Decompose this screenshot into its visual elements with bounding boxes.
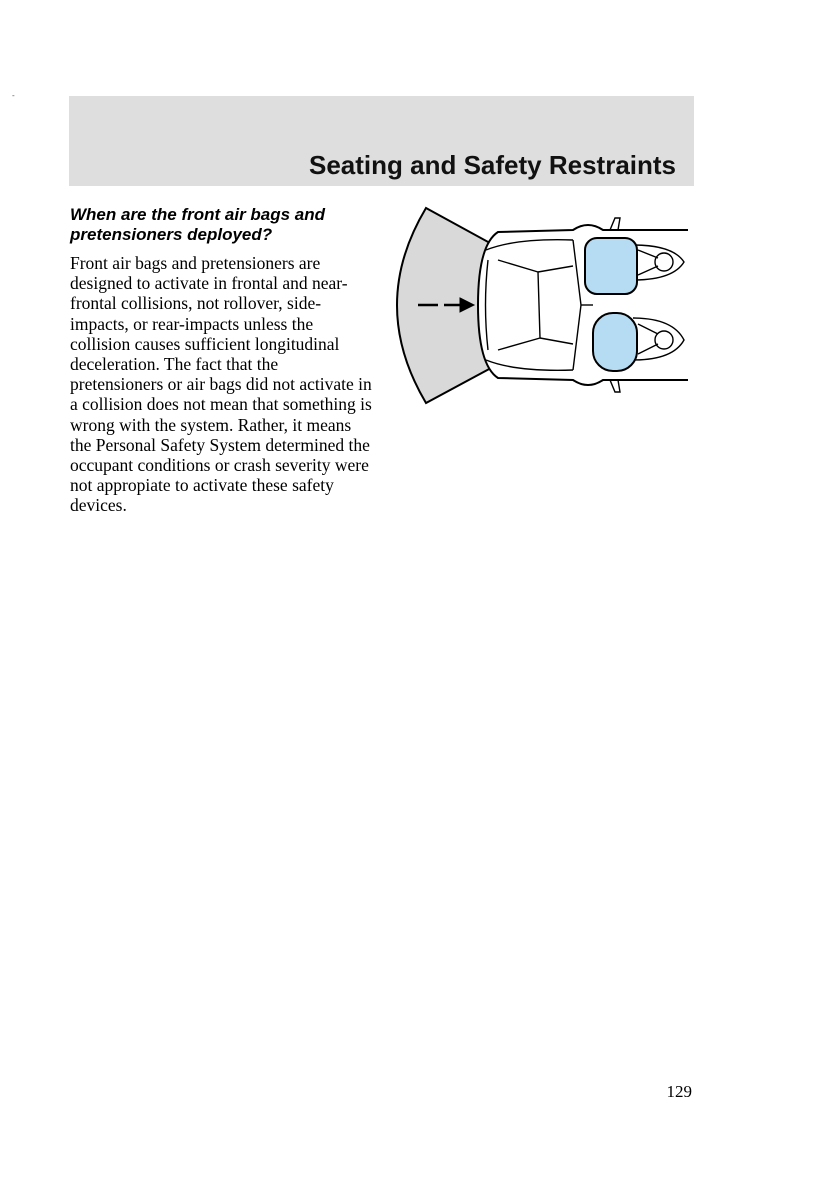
corner-mark: - bbox=[12, 91, 15, 100]
passenger-airbag bbox=[593, 313, 637, 371]
section-heading: When are the front air bags and pretensioners deployed? bbox=[70, 205, 326, 244]
page-title: Seating and Safety Restraints bbox=[309, 150, 676, 180]
section-body: Front air bags and pretensioners are designed to activate in frontal and near-frontal collisions, not rollover, side-impacts, or rear-impacts unless the collision causes sufficient longitudinal deceleration. The fact that the pretensioners or air bags did not activate in a collision does not mean that something is wrong with the system. Rather, it means the Personal Safety System determined the occupant conditions or crash severity were not appropiate to activate these safety devices. bbox=[70, 253, 372, 516]
page-header bbox=[69, 96, 694, 186]
page-number: 129 bbox=[666, 1082, 692, 1101]
driver-airbag bbox=[585, 238, 637, 294]
frontal-collision-airbag-diagram-icon bbox=[388, 200, 694, 410]
